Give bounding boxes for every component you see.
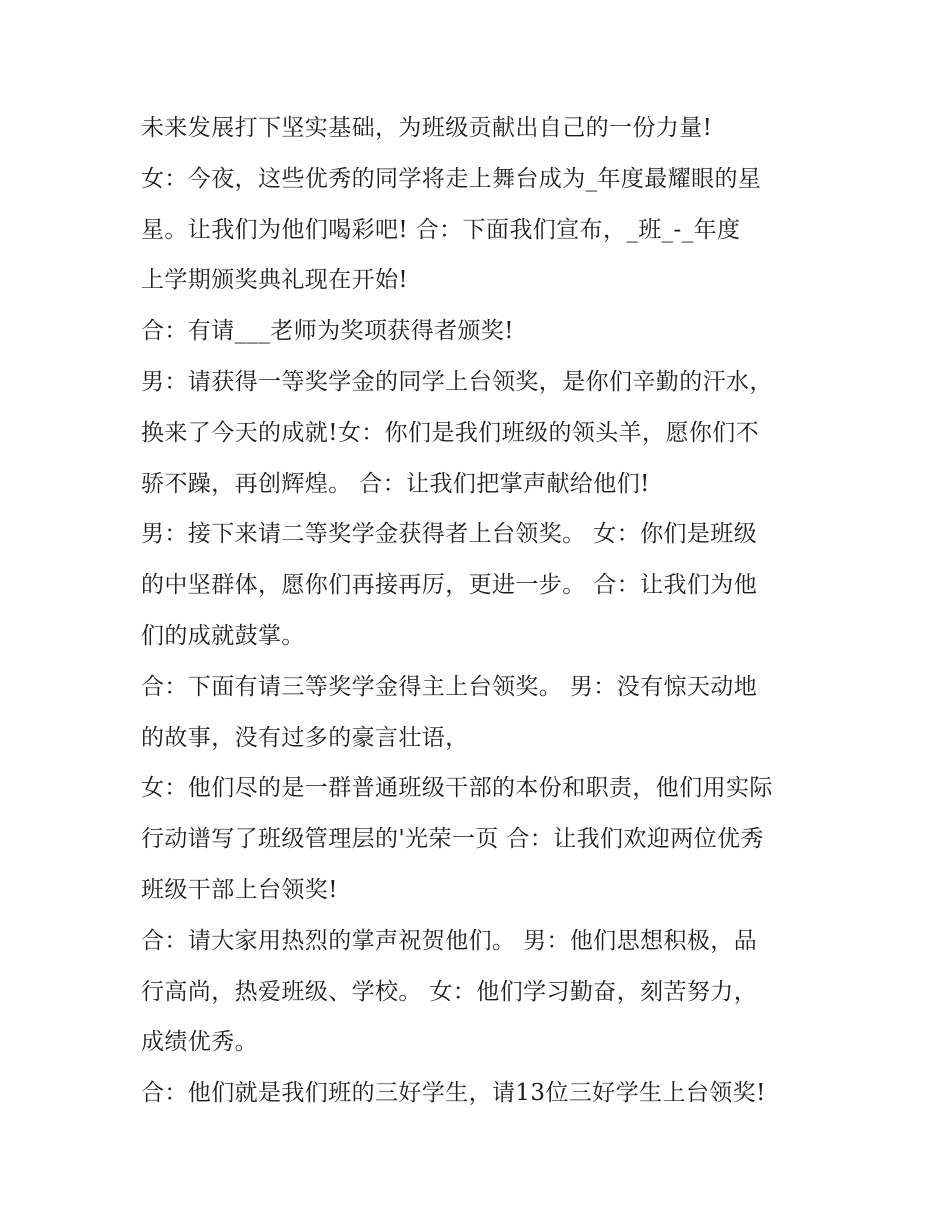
text-line: 未来发展打下坚实基础，为班级贡献出自己的一份力量! — [141, 115, 713, 141]
text-line: 班级干部上台领奖! — [141, 876, 338, 903]
text-line: 合：有请___老师为奖项获得者颁奖! — [141, 318, 514, 345]
text-line: 男：接下来请二等奖学金获得者上台领奖。 女：你们是班级 — [141, 521, 758, 548]
text-line: 行高尚，热爱班级、学校。 女：他们学习勤奋，刻苦努力， — [141, 978, 758, 1005]
text-line: 换来了今天的成就!女：你们是我们班级的领头羊，愿你们不 — [141, 419, 760, 446]
text-line: 合：请大家用热烈的掌声祝贺他们。 男：他们思想积极，品 — [141, 927, 758, 954]
text-line: 合：他们就是我们班的三好学生，请13位三好学生上台领奖! — [141, 1080, 766, 1107]
text-line: 的故事，没有过多的豪言壮语， — [141, 724, 469, 751]
text-line: 们的成就鼓掌。 — [141, 622, 305, 649]
text-line: 星。让我们为他们喝彩吧! 合：下面我们宣布，_班_-_年度 — [141, 216, 741, 243]
text-line: 行动谱写了班级管理层的'光荣一页 合：让我们欢迎两位优秀 — [141, 826, 764, 853]
text-line: 女：他们尽的是一群普通班级干部的本份和职责，他们用实际 — [141, 775, 773, 802]
document-body — [141, 108, 831, 1124]
text-line: 女：今夜，这些优秀的同学将走上舞台成为_年度最耀眼的星 — [141, 165, 762, 192]
text-line: 男：请获得一等奖学金的同学上台领奖，是你们辛勤的汗水， — [141, 368, 773, 395]
text-line: 上学期颁奖典礼现在开始! — [141, 267, 409, 294]
text-line: 合：下面有请三等奖学金得主上台领奖。 男：没有惊天动地 — [141, 673, 758, 700]
text-line: 成绩优秀。 — [141, 1029, 258, 1056]
text-line: 骄不躁，再创辉煌。 合：让我们把掌声献给他们! — [141, 470, 650, 497]
text-line: 的中坚群体，愿你们再接再厉，更进一步。 合：让我们为他 — [141, 572, 758, 599]
